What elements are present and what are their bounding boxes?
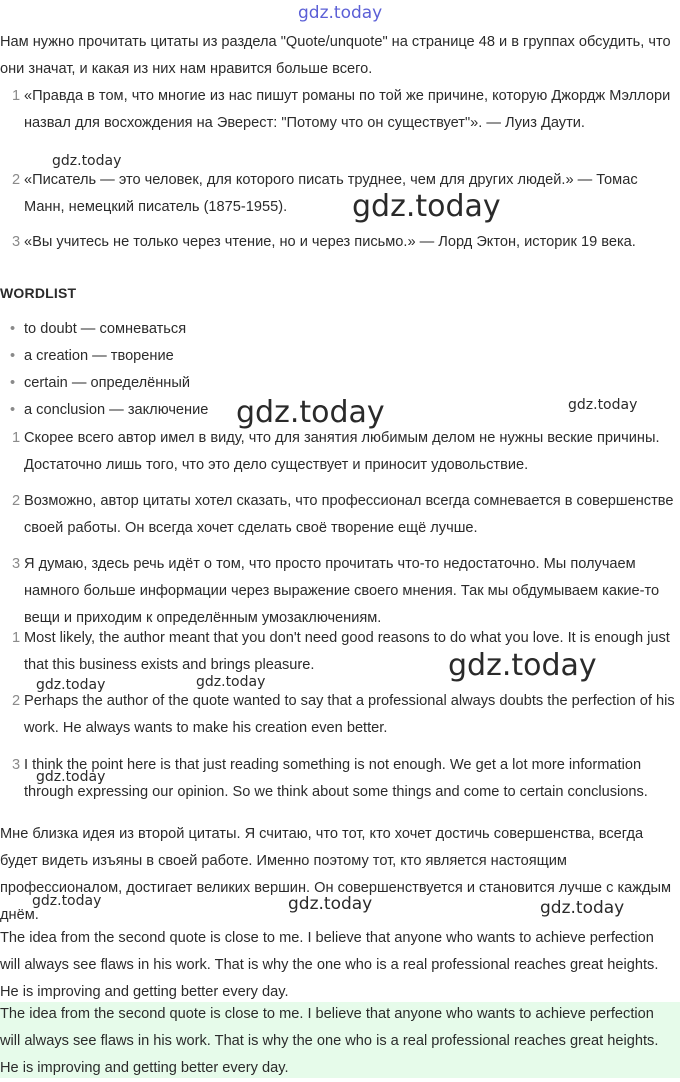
- answer-text: I think the point here is that just reading something is not enough. We get a lot more information through expressing our opinion. So we think about some things and come to certain conclusions.: [24, 757, 648, 800]
- answer-text: Скорее всего автор имел в виду, что для занятия любимым делом не нужны веские причины. Достаточно лишь того, что это дело существует и приносит удовольствие.: [24, 430, 660, 473]
- item-number: 1: [12, 88, 21, 104]
- item-number: 2: [12, 693, 21, 709]
- bullet-icon: •: [10, 375, 16, 391]
- watermark-text: gdz.today: [32, 893, 102, 909]
- quote-text: «Вы учитесь не только через чтение, но и через письмо.» — Лорд Эктон, историк 19 века.: [24, 234, 636, 250]
- wordlist-item: • certain — определённый: [0, 370, 676, 397]
- answer-ru-1: [0, 425, 676, 479]
- watermark-text: gdz.today: [196, 674, 266, 690]
- item-number: 3: [12, 556, 21, 572]
- watermark-text: gdz.today: [52, 153, 122, 169]
- answer-ru-2: [0, 488, 676, 542]
- answer-en-2: [0, 688, 676, 742]
- item-number: 2: [12, 493, 21, 509]
- answer-text: Возможно, автор цитаты хотел сказать, что профессионал всегда сомневается в совершенстве своей работы. Он всегда хочет сделать своё творение ещё лучше.: [24, 493, 674, 536]
- watermark-text: gdz.today: [288, 894, 373, 914]
- watermark-text: gdz.today: [298, 3, 383, 23]
- watermark-text: gdz.today: [540, 898, 625, 918]
- wordlist-item: • a conclusion — заключение: [0, 397, 676, 424]
- wordlist-item: • a creation — творение: [0, 343, 676, 370]
- bullet-icon: •: [10, 348, 16, 364]
- item-number: 1: [12, 430, 21, 446]
- opinion-en: The idea from the second quote is close to me. I believe that anyone who wants to achieve perfection will always see flaws in his work. That is why the one who is a real professional reaches great heights. He is improving and getting better every day.: [0, 930, 659, 1000]
- watermark-text: gdz.today: [36, 769, 106, 785]
- answer-text: Я думаю, здесь речь идёт о том, что просто прочитать что-то недостаточно. Мы получаем намного больше информации через выражение своего мнения. Так мы обдумываем какие-то вещи и приходим к определённым умозаключениям.: [24, 556, 660, 626]
- wordlist-heading: WORDLIST: [0, 285, 77, 301]
- quote-text: «Правда в том, что многие из нас пишут романы по той же причине, которую Джордж Мэллори назвал для восхождения на Эверест: "Потому что он существует"». — Луиз Даути.: [24, 88, 671, 131]
- quote-item-1: [0, 83, 676, 137]
- item-number: 3: [12, 234, 21, 250]
- watermark-text: gdz.today: [236, 395, 385, 430]
- watermark-text: gdz.today: [568, 397, 638, 413]
- bullet-icon: •: [10, 402, 16, 418]
- quote-text: «Писатель — это человек, для которого писать труднее, чем для других людей.» — Томас Манн, немецкий писатель (1875-1955).: [24, 172, 638, 215]
- intro-text: Нам нужно прочитать цитаты из раздела "Quote/unquote" на странице 48 и в группах обсудить, что они значат, и какая из них нам нравится больше всего.: [0, 34, 671, 77]
- wordlist-item: • to doubt — сомневаться: [0, 316, 676, 343]
- answer-text: Perhaps the author of the quote wanted to say that a professional always doubts the perfection of his work. He always wants to make his creation even better.: [24, 693, 675, 736]
- quote-item-3: [0, 229, 676, 256]
- opinion-en-highlighted: The idea from the second quote is close to me. I believe that anyone who wants to achieve perfection will always see flaws in his work. That is why the one who is a real professional reaches great heights. He is improving and getting better every day.: [0, 1006, 659, 1076]
- watermark-text: gdz.today: [36, 677, 106, 693]
- bullet-icon: •: [10, 321, 16, 337]
- answer-text: Most likely, the author meant that you don't need good reasons to do what you love. It is enough just that this business exists and brings pleasure.: [24, 630, 670, 673]
- opinion-ru: Мне близка идея из второй цитаты. Я считаю, что тот, кто хочет достичь совершенства, всегда будет видеть изъяны в своей работе. Именно поэтому тот, кто является настоящим профессионалом, достигает великих вершин. Он совершенствуется и становится лучше с каждым днём.: [0, 826, 672, 923]
- item-number: 1: [12, 630, 21, 646]
- quote-item-2: [0, 167, 676, 224]
- watermark-text: gdz.today: [448, 648, 597, 683]
- answer-ru-3: [0, 551, 676, 632]
- watermark-text: gdz.today: [352, 189, 501, 224]
- item-number: 3: [12, 757, 21, 773]
- item-number: 2: [12, 172, 21, 188]
